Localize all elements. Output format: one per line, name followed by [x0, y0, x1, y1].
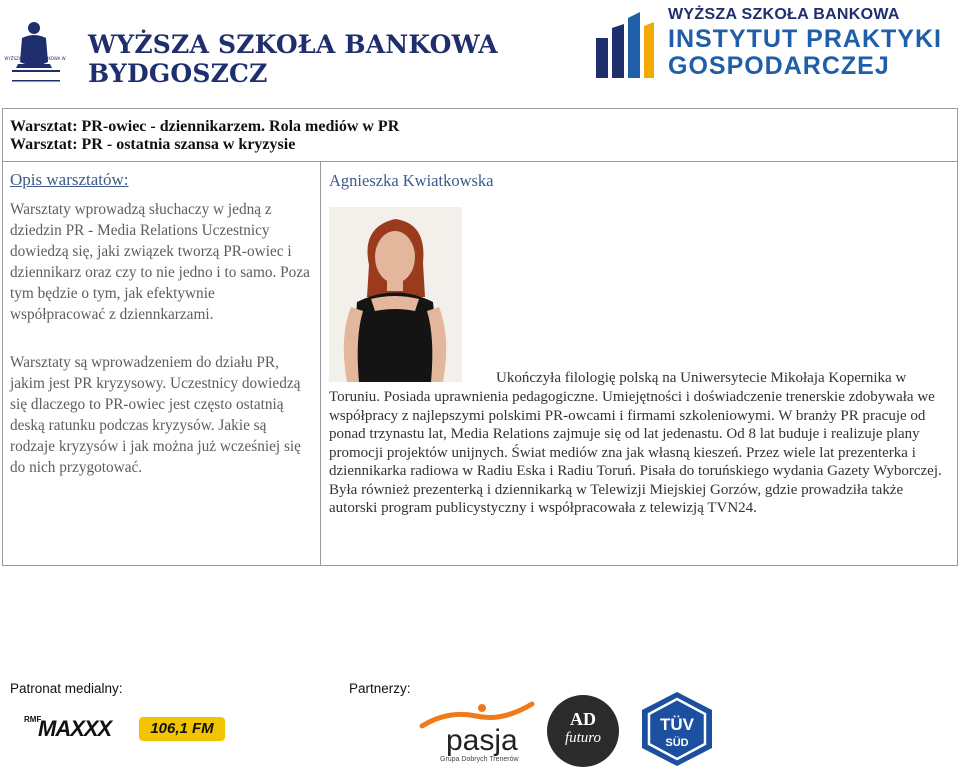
wsb-emblem-logo: [8, 18, 64, 88]
radio-106-fm-logo: [139, 717, 225, 741]
institute-line1: INSTYTUT PRAKTYKI: [668, 25, 942, 53]
trainer-photo: [329, 207, 462, 382]
workshop-title-1: Warsztat: PR-owiec - dziennikarzem. Rola mediów w PR: [10, 118, 400, 135]
ipg-building-logo: [594, 8, 656, 80]
trainer-bio: Toruniu. Posiada uprawnienia pedagogiczne. Umiejętności i doświadczenie trenerskie zdobywała we współpracy z najlepszymi polskimi PR-owcami i firmami szkoleniowymi. W branży PR pracuje od ponad trzynastu lat, Media Relations zajmuje się od lat jedenastu. Od 8 lat buduje i realizuje plany promocji projektów unijnych. Świat mediów zna jak własną kieszeń. Przez wiele lat prezenterka i dziennikarka radiowa w Radiu Eska i Radiu Toruń. Pisała do toruńskiego wydania Gazety Wyborczej. Była również prezenterką i dziennikarką w Telewizji Miejskiej Gorzów, gdzie prowadziła także autorski program publicystyczny i współpracowała z telewizją TVN24.: [329, 389, 942, 516]
description-heading: Opis warsztatów:: [10, 170, 129, 189]
tuv-sud-logo: [638, 690, 716, 768]
description-paragraph-1: Warsztaty wprowadzą słuchaczy w jedną z dziedzin PR - Media Relations Uczestnicy dowiedzą się, jaki związek tworzą PR-owiec i dziennikarz oraz czy to nie jedno i to samo. Poza tym będzie o tym, jak efektywnie współpracować z dziennkarzami.: [10, 201, 310, 323]
emblem-caption: WYŻSZA SZKOŁA BANKOWA W TORUNIU: [4, 56, 66, 66]
column-divider: [320, 162, 321, 566]
school-name-line2: BYDGOSZCZ: [88, 59, 268, 88]
rmf-prefix: RMF: [24, 715, 42, 724]
sud-text: SÜD: [665, 737, 689, 749]
workshop-title-2: Warsztat: PR - ostatnia szansa w kryzysie: [10, 136, 296, 153]
school-name-left: [88, 30, 498, 88]
rmf-maxxx-logo: [24, 713, 128, 743]
ad-futuro-line2: futuro: [564, 730, 602, 746]
maxxx-text: MAXXX: [38, 716, 112, 741]
trainer-bio-first-line: Ukończyła filologię polską na Uniwersytecie Mikołaja Kopernika w: [496, 370, 907, 386]
school-name-right: WYŻSZA SZKOŁA BANKOWA: [668, 6, 900, 23]
pasja-logo-text: pasja: [446, 724, 518, 757]
description-paragraph-2: Warsztaty są wprowadzeniem do działu PR, jakim jest PR kryzysowy. Uczestnicy dowiedzą się dlaczego to PR-owiec jest często ostatnią deską ratunku podczas kryzysów. Jakie są rodzaje kryzysów i jak można już wcześniej się do nich przygotować.: [10, 354, 301, 476]
ad-futuro-logo: [547, 695, 619, 767]
trainer-name: Agnieszka Kwiatkowska: [329, 171, 494, 190]
tuv-text: TÜV: [660, 715, 694, 734]
patronage-label: Patronat medialny:: [10, 681, 123, 696]
school-name-line1: WYŻSZA SZKOŁA BANKOWA: [88, 30, 498, 59]
partners-label: Partnerzy:: [349, 681, 411, 696]
pasja-tagline: Grupa Dobrych Trenerów: [440, 756, 519, 763]
fm-text: 106,1 FM: [150, 720, 214, 737]
institute-line2: GOSPODARCZEJ: [668, 52, 890, 80]
ad-futuro-line1: AD: [570, 709, 596, 729]
institute-name: [668, 26, 942, 80]
